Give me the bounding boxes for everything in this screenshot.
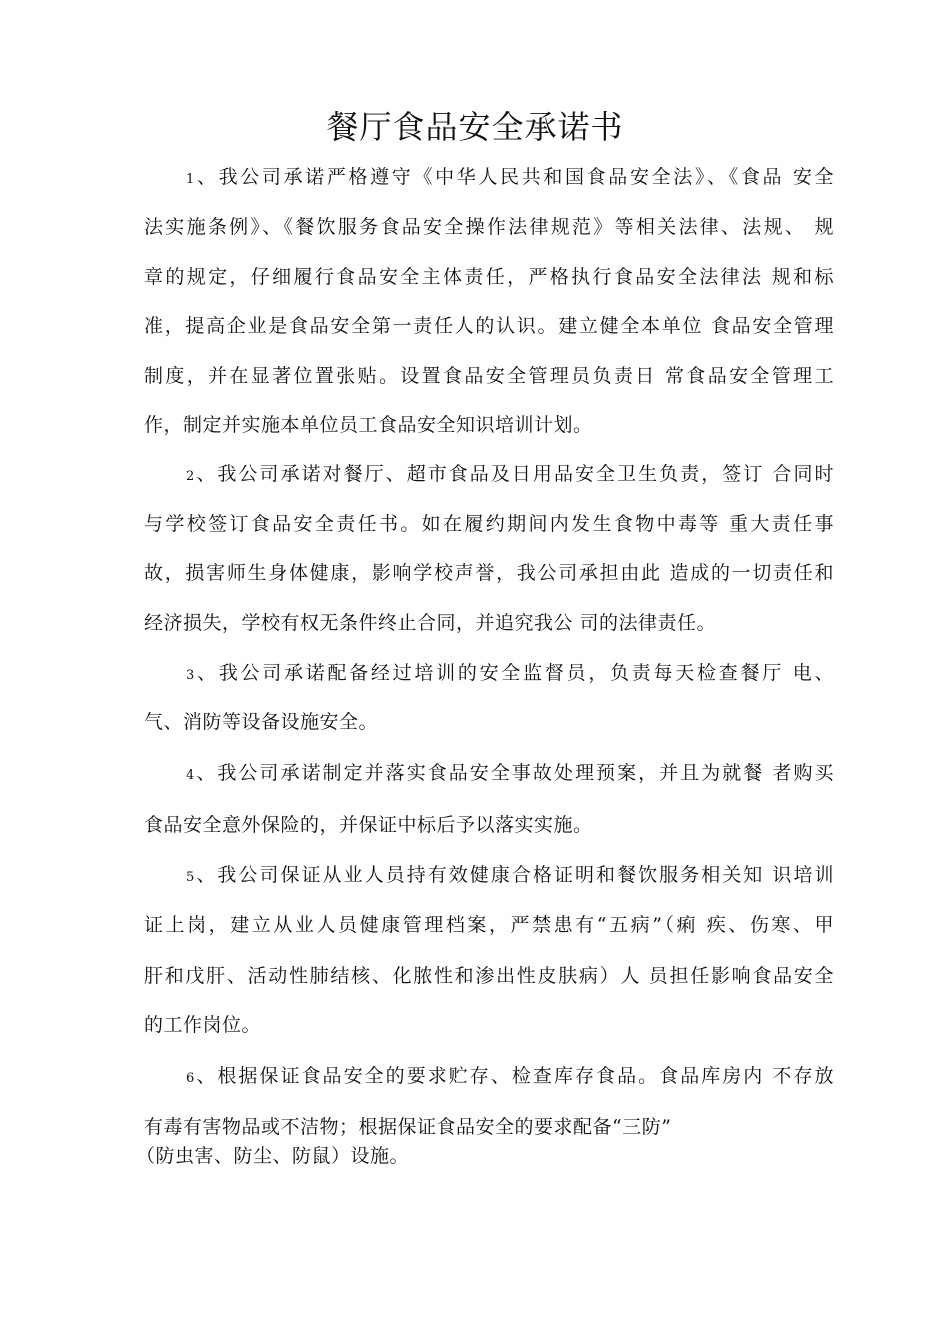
- paragraph-3-line-1: 3、我公司承诺配备经过培训的安全监督员，负责每天检查餐厅 电、: [186, 662, 834, 684]
- paragraph-6-line-1: 6、根据保证食品安全的要求贮存、检查库存食品。食品库房内 不存放: [186, 1065, 834, 1087]
- paragraph-1-line-6: 作，制定并实施本单位员工食品安全知识培训计划。: [144, 414, 593, 436]
- paragraph-5-line-4: 的工作岗位。: [144, 1014, 262, 1036]
- paragraph-1-number: 1: [186, 172, 195, 187]
- paragraph-5-line-3: 肝和戊肝、活动性肺结核、化脓性和渗出性皮肤病）人 员担任影响食品安全: [144, 965, 834, 987]
- paragraph-1-line-2: 法实施条例》、《餐饮服务食品安全操作法律规范》等相关法律、法规、 规: [144, 216, 834, 238]
- paragraph-5-line-2: 证上岗，建立从业人员健康管理档案，严禁患有“五病”（痢 疾、伤寒、甲: [144, 914, 834, 936]
- paragraph-3-line-2: 气、消防等设备设施安全。: [144, 711, 379, 733]
- paragraph-6-number: 6: [186, 1071, 195, 1086]
- paragraph-1-line-5: 制度，并在显著位置张贴。设置食品安全管理员负责日 常食品安全管理工: [144, 365, 834, 387]
- paragraph-1-line-1: 1、我公司承诺严格遵守《中华人民共和国食品安全法》、《食品 安全: [186, 166, 834, 188]
- paragraph-2-line-3: 故，损害师生身体健康，影响学校声誉，我公司承担由此 造成的一切责任和: [144, 562, 834, 584]
- paragraph-1-line-3: 章的规定，仔细履行食品安全主体责任，严格执行食品安全法律法 规和标: [144, 266, 834, 288]
- paragraph-6-line-2: 有毒有害物品或不洁物；根据保证食品安全的要求配备“三防”: [144, 1116, 672, 1138]
- paragraph-4-line-2: 食品安全意外保险的，并保证中标后予以落实实施。: [144, 814, 593, 836]
- paragraph-5-number: 5: [186, 870, 195, 885]
- paragraph-4-number: 4: [186, 768, 195, 783]
- paragraph-2-number: 2: [186, 469, 195, 484]
- paragraph-6-line-3: （防虫害、防尘、防鼠）设施。: [136, 1145, 410, 1167]
- document-title: 餐厅食品安全承诺书: [326, 108, 624, 146]
- paragraph-2-line-4: 经济损失，学校有权无条件终止合同，并追究我公 司的法律责任。: [144, 612, 717, 634]
- paragraph-2-line-1: 2、我公司承诺对餐厅、超市食品及日用品安全卫生负责，签订 合同时: [186, 463, 834, 485]
- paragraph-3-number: 3: [186, 668, 195, 683]
- paragraph-5-line-1: 5、我公司保证从业人员持有效健康合格证明和餐饮服务相关知 识培训: [186, 864, 834, 886]
- paragraph-1-line-4: 准，提高企业是食品安全第一责任人的认识。建立健全本单位 食品安全管理: [144, 315, 834, 337]
- paragraph-2-line-2: 与学校签订食品安全责任书。如在履约期间内发生食物中毒等 重大责任事: [144, 513, 834, 535]
- paragraph-4-line-1: 4、我公司承诺制定并落实食品安全事故处理预案，并且为就餐 者购买: [186, 762, 834, 784]
